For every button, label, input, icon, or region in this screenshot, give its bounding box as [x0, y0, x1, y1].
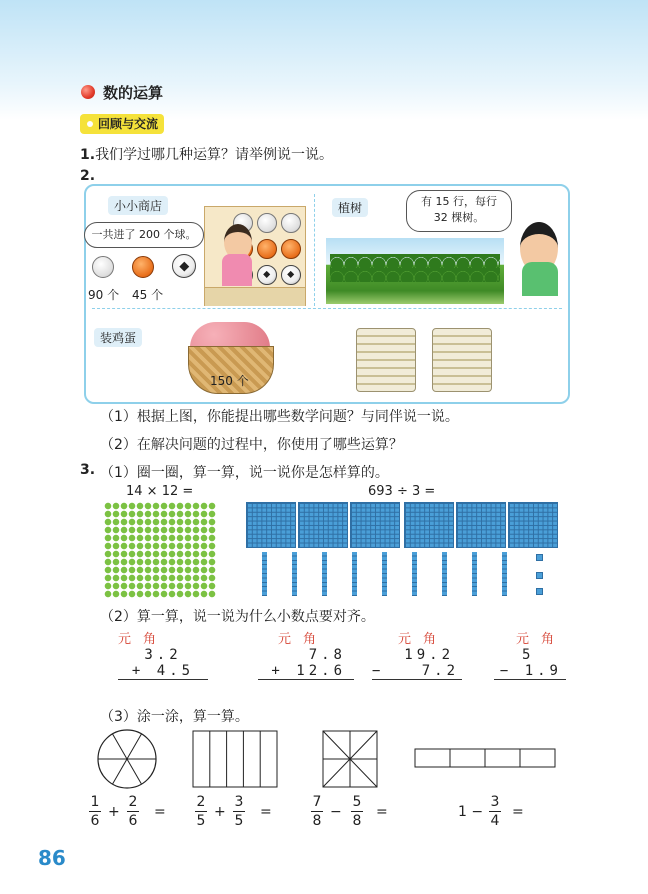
- tree-speech-bubble: [406, 190, 512, 232]
- subtitle-pill: [80, 114, 164, 134]
- tree-bubble-line2: 32 棵树。: [433, 211, 485, 224]
- calc-1: [118, 628, 208, 680]
- fraction-bar: [351, 811, 363, 812]
- divider-horizontal: [92, 308, 562, 309]
- egg-count: 150 个: [210, 374, 249, 388]
- denominator: 6: [128, 813, 138, 829]
- basketball-icon: [257, 239, 277, 259]
- calc-4: [494, 628, 566, 680]
- yuan-jiao-header: 元角: [118, 632, 169, 647]
- ten-rod: [352, 552, 357, 596]
- calc-bottom: 7.2: [421, 663, 460, 679]
- mult-expression: 14 × 12 =: [126, 484, 194, 499]
- numerator: 3: [490, 794, 500, 810]
- calc-3: [372, 628, 462, 680]
- soccer-ball-icon: [257, 265, 277, 285]
- fraction: [350, 794, 364, 829]
- numerator: 1: [90, 794, 100, 810]
- calc-top: 3.2: [144, 647, 182, 663]
- calc-bottom: 4.5: [156, 663, 195, 679]
- ten-rod: [472, 552, 477, 596]
- calc-bottom: 12.6: [296, 663, 346, 679]
- q1-number: 1.: [80, 147, 96, 163]
- ten-rod: [442, 552, 447, 596]
- tree-rows: [330, 254, 500, 282]
- eggs-label: 装鸡蛋: [94, 328, 142, 347]
- calc-bottom: 1.9: [524, 663, 562, 679]
- circle-sixths-diagram[interactable]: [96, 728, 158, 790]
- ten-rod: [262, 552, 267, 596]
- q3-sub2: （2）算一算，说一说为什么小数点要对齐。: [100, 609, 375, 625]
- fraction: [232, 794, 246, 829]
- fraction-bar: [233, 811, 245, 812]
- div-expression: 693 ÷ 3 =: [368, 484, 436, 499]
- egg-tray-stack-1: [356, 328, 416, 392]
- basketball-icon: [281, 239, 301, 259]
- calc-op: −: [372, 663, 385, 679]
- unit-cube: [536, 572, 543, 579]
- subtitle-text: 回顾与交流: [98, 117, 159, 131]
- volleyball-icon: [257, 213, 277, 233]
- yuan-jiao-header: 元角: [398, 632, 449, 647]
- egg-tray-stack-2: [432, 328, 492, 392]
- strip-quarters-diagram[interactable]: [414, 748, 556, 768]
- equals-sign: =: [376, 804, 388, 820]
- unit-cube: [536, 588, 543, 595]
- denominator: 5: [234, 813, 244, 829]
- shopkeeper-body: [222, 254, 252, 286]
- section-title: 数的运算: [103, 84, 164, 102]
- fraction-bar: [195, 811, 207, 812]
- numerator: 3: [234, 794, 244, 810]
- shop-speech-bubble: 一共进了 200 个球。: [84, 222, 204, 248]
- ten-rod: [292, 552, 297, 596]
- question-1: [80, 144, 333, 164]
- q3-sub3: （3）涂一涂，算一算。: [100, 709, 249, 725]
- q1-text: 我们学过哪几种运算？请举例说一说。: [95, 147, 334, 163]
- hundred-block: [508, 502, 558, 548]
- fraction-bar: [489, 811, 501, 812]
- q2-sub1: （1）根据上图，你能提出哪些数学问题？与同伴说一说。: [100, 409, 459, 425]
- operator: +: [214, 804, 226, 820]
- q2-sub2: （2）在解决问题的过程中，你使用了哪些运算？: [100, 437, 403, 453]
- volleyball-icon: [281, 213, 301, 233]
- volleyball-count: 90 个: [88, 288, 120, 302]
- equals-sign: =: [512, 804, 524, 820]
- ten-rod: [382, 552, 387, 596]
- square-eighths-diagram[interactable]: [322, 730, 378, 788]
- calc-top: 7.8: [308, 647, 346, 663]
- fraction-bar: [89, 811, 101, 812]
- numerator: 2: [128, 794, 138, 810]
- ten-rods: [262, 552, 562, 598]
- dot-array-grid: [104, 502, 216, 598]
- boy-body: [522, 262, 558, 296]
- calc-op: −: [499, 663, 513, 679]
- operator: +: [108, 804, 120, 820]
- denominator: 4: [490, 813, 500, 829]
- section-bullet-icon: [81, 85, 95, 99]
- numerator: 7: [312, 794, 322, 810]
- denominator: 6: [90, 813, 100, 829]
- calc-bottom-line: [372, 663, 462, 680]
- lead-term: 1 −: [458, 804, 484, 820]
- numerator: 5: [352, 794, 362, 810]
- hundred-block: [404, 502, 454, 548]
- fraction-bar: [127, 811, 139, 812]
- divider-vertical: [314, 194, 315, 306]
- tree-bubble-line1: 有 15 行，每行: [421, 195, 497, 208]
- basketball-count: 45 个: [132, 288, 164, 302]
- denominator: 5: [196, 813, 206, 829]
- rect-fifths-diagram[interactable]: [192, 730, 278, 788]
- tree-label: 植树: [332, 198, 368, 217]
- yuan-jiao-header: 元角: [516, 632, 567, 647]
- ten-rod: [412, 552, 417, 596]
- q2-number: 2.: [80, 168, 96, 184]
- hundred-block: [350, 502, 400, 548]
- fraction: [488, 794, 502, 829]
- calc-op: +: [131, 663, 145, 679]
- soccer-ball-price-icon: [172, 254, 196, 278]
- calc-bottom-line: [494, 663, 566, 680]
- shop-label: 小小商店: [108, 196, 168, 215]
- header-gradient: [0, 0, 648, 120]
- fraction: [126, 794, 140, 829]
- fraction-bar: [311, 811, 323, 812]
- operator: −: [330, 804, 342, 820]
- numerator: 2: [196, 794, 206, 810]
- hundred-block: [456, 502, 506, 548]
- q3-number: 3.: [80, 462, 96, 478]
- yuan-jiao-header: 元角: [278, 632, 329, 647]
- equals-sign: =: [260, 804, 272, 820]
- shop-counter: [205, 287, 305, 306]
- fraction: [88, 794, 102, 829]
- denominator: 8: [312, 813, 322, 829]
- calc-top: 19.2: [404, 647, 454, 663]
- fraction: [310, 794, 324, 829]
- ten-rod: [502, 552, 507, 596]
- basketball-price-icon: [132, 256, 154, 278]
- soccer-ball-icon: [281, 265, 301, 285]
- calc-top: 5: [522, 647, 535, 663]
- shop-shelf: [204, 206, 306, 306]
- denominator: 8: [352, 813, 362, 829]
- hundreds-blocks: [246, 502, 562, 548]
- volleyball-price-icon: [92, 256, 114, 278]
- calc-bottom-line: [118, 663, 208, 680]
- q3-sub1: （1）圈一圈，算一算，说一说你是怎样算的。: [100, 465, 389, 481]
- calc-op: +: [271, 663, 284, 679]
- calc-2: [258, 628, 354, 680]
- page-number: 86: [38, 846, 66, 870]
- hundred-block: [298, 502, 348, 548]
- fraction: [194, 794, 208, 829]
- tree-field-image: [326, 238, 504, 304]
- ten-rod: [322, 552, 327, 596]
- calc-bottom-line: [258, 663, 354, 680]
- hundred-block: [246, 502, 296, 548]
- pill-dot-icon: [87, 121, 93, 127]
- equals-sign: =: [154, 804, 166, 820]
- unit-cube: [536, 554, 543, 561]
- q2-illustration-panel: [84, 184, 570, 404]
